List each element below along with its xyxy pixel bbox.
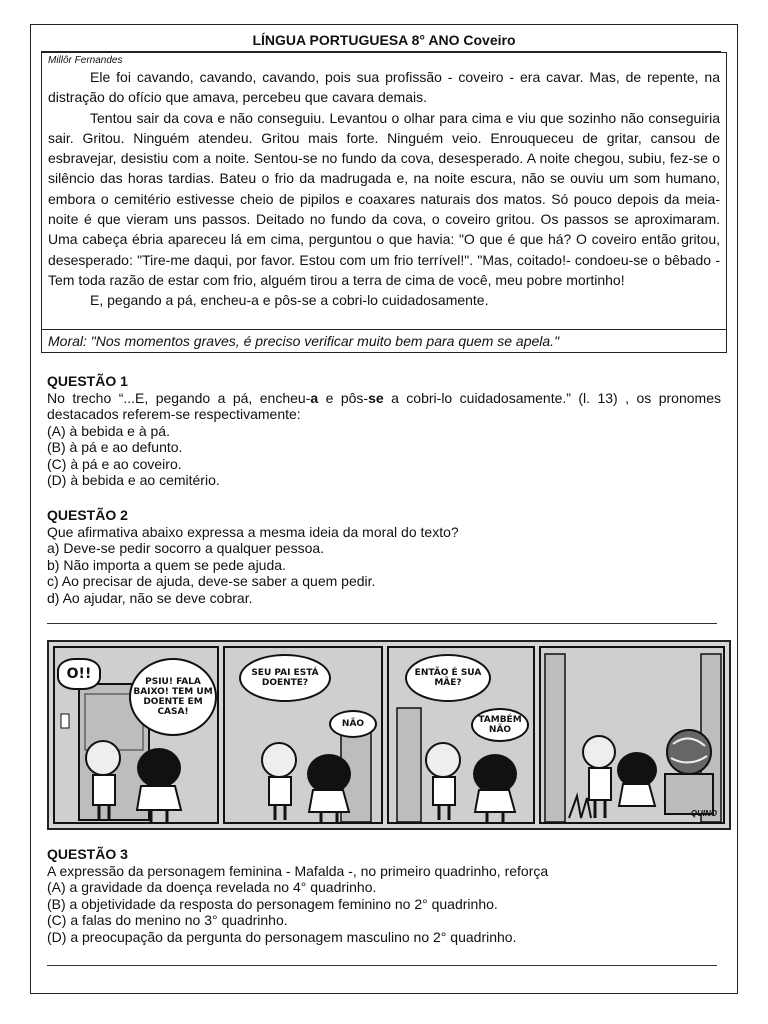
q3-option-c: (C) a falas do menino no 3° quadrinho. xyxy=(47,912,288,928)
question-1-title: QUESTÃO 1 xyxy=(47,373,128,389)
question-2 xyxy=(47,507,721,606)
q1-text-a: No trecho “...E, pegando a pá, encheu- xyxy=(47,389,311,406)
panel-1-speech-bubble: PSIU! FALA BAIXO! TEM UM DOENTE EM CASA! xyxy=(129,658,217,736)
answer-line xyxy=(47,965,717,966)
q1-bold-b: se xyxy=(368,389,384,406)
q2-option-a: a) Deve-se pedir socorro a qualquer pessoa. xyxy=(47,540,325,556)
q1-bold-a: a xyxy=(310,389,319,406)
text-box xyxy=(41,52,727,353)
q1-text-b: e pôs- xyxy=(318,389,369,406)
worksheet-page xyxy=(30,24,738,994)
author-name: Millôr Fernandes xyxy=(48,55,123,66)
q2-option-c: c) Ao precisar de ajuda, deve-se saber a quem pedir. xyxy=(47,573,376,589)
paragraph-3: E, pegando a pá, encheu-a e pôs-se a cobri-lo cuidadosamente. xyxy=(90,292,489,309)
question-2-text: Que afirmativa abaixo expressa a mesma ideia da moral do texto? xyxy=(47,523,459,540)
panel-2-question-bubble: SEU PAI ESTÁ DOENTE? xyxy=(239,654,331,702)
q2-option-d: d) Ao ajudar, não se deve cobrar. xyxy=(47,589,253,606)
comic-strip xyxy=(47,640,731,830)
q3-option-b: (B) a objetividade da resposta do personagem feminino no 2° quadrinho. xyxy=(47,895,498,912)
comic-panel-3 xyxy=(387,646,535,824)
q1-option-d: (D) à bebida e ao cemitério. xyxy=(47,472,220,488)
moral-text: Moral: "Nos momentos graves, é preciso verificar muito bem para quem se apela." xyxy=(48,333,560,349)
question-3-text: A expressão da personagem feminina - Mafalda -, no primeiro quadrinho, reforça xyxy=(47,862,549,879)
q1-option-a: (A) à bebida e à pá. xyxy=(47,422,170,439)
separator-line xyxy=(47,623,717,624)
panel-3-answer-bubble: TAMBÉM NÃO xyxy=(471,708,529,742)
moral-rule xyxy=(42,329,726,330)
panel-2-answer-bubble: NÃO xyxy=(329,710,377,738)
comic-panel-1 xyxy=(53,646,219,824)
q1-option-b: (B) à pá e ao defunto. xyxy=(47,439,183,455)
panel-3-question-bubble: ENTÃO É SUA MÃE? xyxy=(405,654,491,702)
q3-option-a: (A) a gravidade da doença revelada no 4° quadrinho. xyxy=(47,879,377,895)
panel-4-drawing xyxy=(541,648,725,824)
q1-text-c: a cobri-lo cuidadosamente.” (l. 13) , os pronomes destacados referem-se respectivamente: xyxy=(47,389,721,422)
q2-option-b: b) Não importa a quem se pede ajuda. xyxy=(47,556,286,573)
question-3 xyxy=(47,846,721,945)
paragraph-2: Tentou sair da cova e não conseguiu. Levantou o olhar para cima e viu que sozinho não conseguiria sair. Gritou. Ninguém atendeu. Gritou mais forte. Ninguém veio. Enrouqueceu de gritar, cansou de esbravejar, desistiu com a noite. Sentou-se no fundo da cova, desesperado. A noite chegou, subiu, fez-se o silêncio das horas tardias. Bateu o frio da madrugada e, na noite escura, não se ouviu um som humano, embora o cemitério estivesse cheio de pipilos e coaxares naturais dos matos. Só pouco depois da meia-noite é que vieram uns passos. Deitado no fundo da cova, o coveiro gritou. Os passos se aproximaram. Uma cabeça ébria apareceu lá em cima, perguntou o que havia: "O que é que há? O coveiro então gritou, desesperado: "Tire-me daqui, por favor. Estou com um frio terrível!". "Mas, coitado!- condoeu-se o bêbado - Tem toda razão de estar com frio, alguém tirou a terra de cima de você, meu pobre mortinho! xyxy=(48,109,720,288)
q3-option-d: (D) a preocupação da pergunta do personagem masculino no 2° quadrinho. xyxy=(47,928,517,945)
comic-panel-2 xyxy=(223,646,383,824)
shout-bubble: O!! xyxy=(57,658,101,690)
question-1 xyxy=(47,373,721,489)
page-title: LÍNGUA PORTUGUESA 8° ANO Coveiro xyxy=(252,32,516,48)
paragraph-1: Ele foi cavando, cavando, cavando, pois sua profissão - coveiro - era cavar. Mas, de repente, na distração do ofício que amava, percebeu que cavara demais. xyxy=(48,69,720,106)
comic-signature: QUINO xyxy=(690,809,717,818)
question-2-title: QUESTÃO 2 xyxy=(47,507,128,523)
question-3-title: QUESTÃO 3 xyxy=(47,846,128,862)
question-1-text xyxy=(47,390,721,423)
comic-panel-4 xyxy=(539,646,725,824)
q1-option-c: (C) à pá e ao coveiro. xyxy=(47,455,182,472)
